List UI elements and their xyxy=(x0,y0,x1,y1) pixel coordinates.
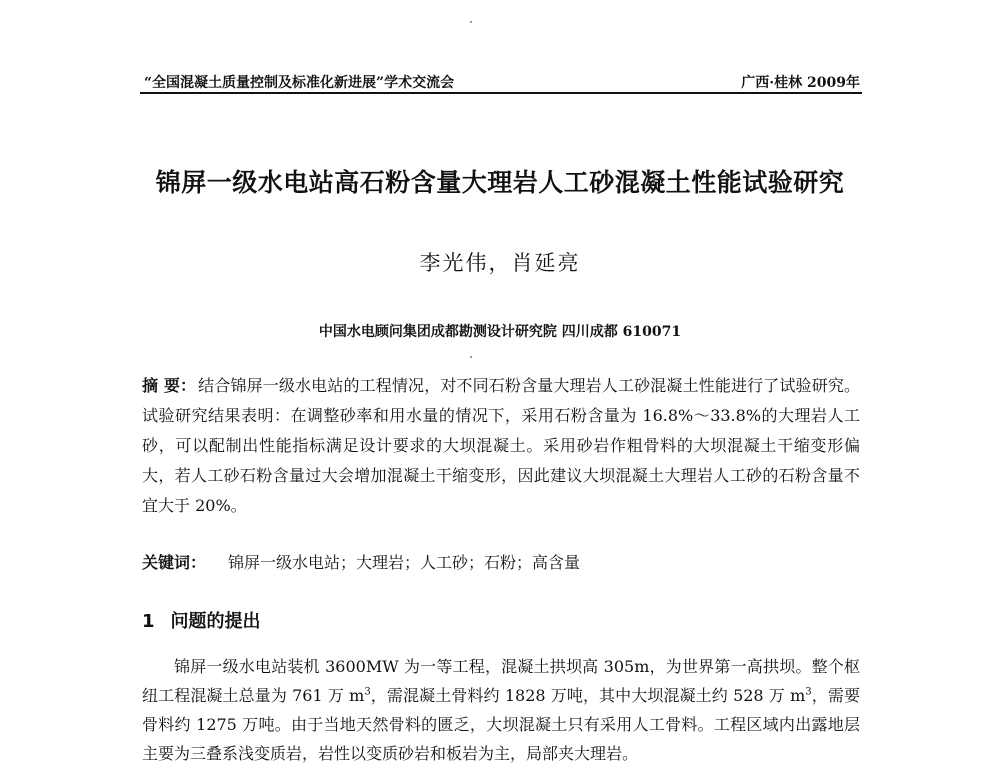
section-heading xyxy=(142,607,261,633)
abstract-text: 结合锦屏一级水电站的工程情况，对不同石粉含量大理岩人工砂混凝土性能进行了试验研究。试验研究结果表明：在调整砂率和用水量的情况下，采用石粉含量为 16.8%～33.8%的大理岩人工砂，可以配制出性能指标满足设计要求的大坝混凝土。采用砂岩作粗骨料的大坝混凝土干缩变形偏大，若人工砂石粉含量过大会增加混凝土干缩变形，因此建议大坝混凝土大理岩人工砂的石粉含量不宜大于 20%。 xyxy=(142,376,860,515)
body-text-part: ，需要骨料约 1275 万吨。由于当地天然骨料的匮乏，大坝混凝土只有采用人工骨料。工程区域内出露地层主要为三叠系浅变质岩，岩性以变质砂岩和板岩为主，局部夹大理岩。 xyxy=(142,686,860,763)
conference-location-year: 广西·桂林 2009年 xyxy=(741,75,860,91)
superscript: 3 xyxy=(364,686,371,698)
section-title: 问题的提出 xyxy=(170,611,261,632)
author-affiliation: 中国水电顾问集团成都勘测设计研究院 四川成都 610071 xyxy=(318,324,682,340)
keywords-label: 关键词： xyxy=(142,553,207,572)
keywords xyxy=(142,550,860,576)
author-list: 李光伟，肖延亮 xyxy=(419,251,581,275)
paper-title: 锦屏一级水电站高石粉含量大理岩人工砂混凝土性能试验研究 xyxy=(155,168,845,197)
section-number: 1 xyxy=(142,611,155,632)
body-text-part: 锦屏一级水电站装机 3600MW 为一等工程，混凝土拱坝高 305m，为世界第一高拱坝。整个枢纽工程混凝土总量为 761 万 m xyxy=(142,657,860,705)
running-header xyxy=(140,70,862,94)
body-paragraph xyxy=(142,652,860,768)
conference-name: “全国混凝土质量控制及标准化新进展”学术交流会 xyxy=(144,75,455,91)
scan-speck xyxy=(470,356,472,358)
superscript: 3 xyxy=(805,686,812,698)
abstract-label: 摘 要： xyxy=(142,376,197,395)
keywords-text: 锦屏一级水电站；大理岩；人工砂；石粉；高含量 xyxy=(228,553,581,572)
abstract xyxy=(142,371,860,521)
scan-speck xyxy=(470,21,472,23)
body-text-part: ，需混凝土骨料约 1828 万吨，其中大坝混凝土约 528 万 m xyxy=(370,686,806,705)
